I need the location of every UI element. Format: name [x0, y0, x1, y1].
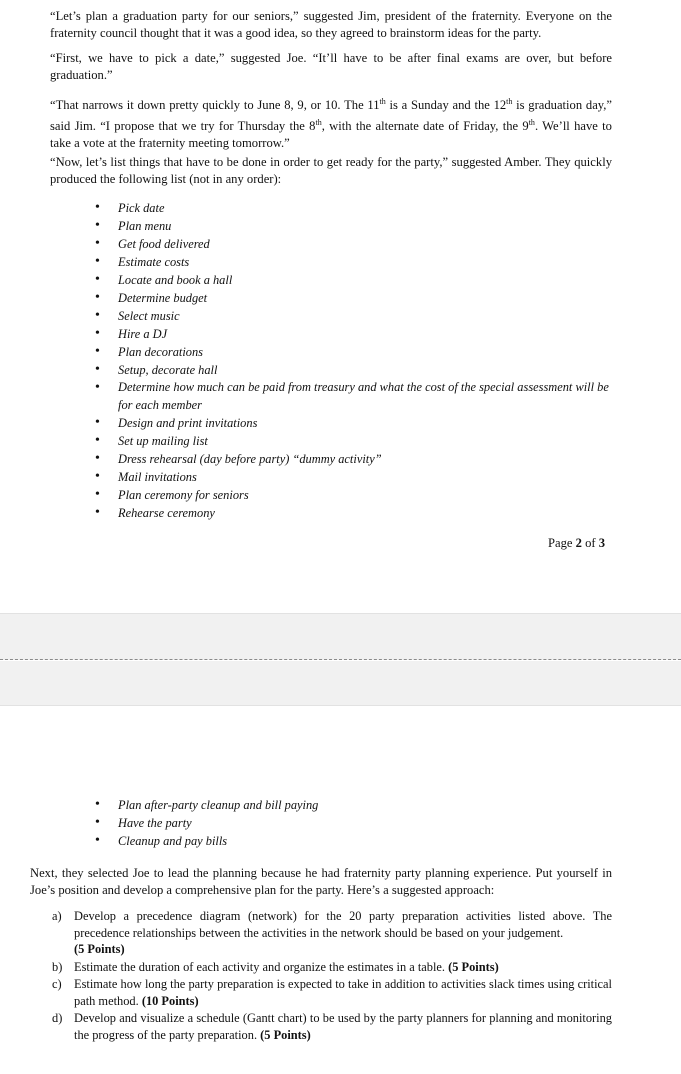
approach-paragraph: Next, they selected Joe to lead the planning because he had fraternity party planning experience. Put yourself in Joe’s position and develop a comprehensive plan for the party. Here’s a suggested approach:	[30, 866, 612, 897]
list-item: • Determine how much can be paid from treasury and what the cost of the special assessment will be for each member	[95, 379, 618, 414]
list-item: • Determine budget	[95, 289, 618, 307]
list-item: • Set up mailing list	[95, 432, 618, 450]
list-item: • Plan after-party cleanup and bill paying	[95, 796, 618, 814]
task-label: a)	[52, 909, 62, 923]
list-item: • Pick date	[95, 199, 618, 217]
intro-paragraph: “Let’s plan a graduation party for our seniors,” suggested Jim, president of the fraternity. Everyone on the fraternity council thought that it was a good idea, so they agreed to brainstorm ideas for the party.	[50, 9, 612, 40]
list-item: • Plan menu	[95, 217, 618, 235]
date-paragraph: “First, we have to pick a date,” suggested Joe. “It’ll have to be after final exams are over, but before graduation.”	[50, 51, 612, 82]
task-list	[52, 908, 612, 1044]
list-item: • Plan ceremony for seniors	[95, 486, 618, 504]
activity-list-continued	[95, 796, 618, 850]
task-item: c) Estimate how long the party preparation is expected to take in addition to activities slack times using critical path method. (10 Points)	[52, 977, 612, 1008]
list-item: • Select music	[95, 307, 618, 325]
activity-list	[95, 199, 618, 522]
task-item: b) Estimate the duration of each activity and organize the estimates in a table. (5 Points)	[52, 959, 499, 974]
list-item: • Hire a DJ	[95, 325, 618, 343]
list-item: • Get food delivered	[95, 235, 618, 253]
page-break-gap	[0, 661, 681, 706]
list-item: • Estimate costs	[95, 253, 618, 271]
list-intro-paragraph: “Now, let’s list things that have to be done in order to get ready for the party,” suggested Amber. They quickly produced the following list (not in any order):	[50, 155, 612, 186]
list-item: • Design and print invitations	[95, 414, 618, 432]
task-item: a) Develop a precedence diagram (network) for the 20 party preparation activities listed above. The precedence relationships between the activities in the network should be based on your judgement. (5 Points)	[52, 909, 612, 956]
list-item: • Setup, decorate hall	[95, 361, 618, 379]
task-label: b)	[52, 959, 63, 974]
task-item: d) Develop and visualize a schedule (Gantt chart) to be used by the party planners for planning and monitoring the progress of the party preparation. (5 Points)	[52, 1011, 612, 1042]
task-label: c)	[52, 977, 62, 991]
page-number: Page 2 of 3	[548, 536, 606, 550]
list-item: • Mail invitations	[95, 468, 618, 486]
page-break-divider	[0, 659, 681, 660]
narrow-date-paragraph: “That narrows it down pretty quickly to June 8, 9, or 10. The 11th is a Sunday and the 12th is graduation day,” said Jim. “I propose that we try for Thursday the 8th, with the alternate date of Friday, the 9th. We’ll have to take a vote at the fraternity meeting tomorrow.”	[50, 97, 612, 151]
list-item: • Rehearse ceremony	[95, 504, 618, 522]
list-item: • Cleanup and pay bills	[95, 832, 618, 850]
task-label: d)	[52, 1011, 63, 1025]
page-break-gap	[0, 613, 681, 660]
list-item: • Locate and book a hall	[95, 271, 618, 289]
list-item: • Have the party	[95, 814, 618, 832]
list-item: • Dress rehearsal (day before party) “dummy activity”	[95, 450, 618, 468]
list-item: • Plan decorations	[95, 343, 618, 361]
